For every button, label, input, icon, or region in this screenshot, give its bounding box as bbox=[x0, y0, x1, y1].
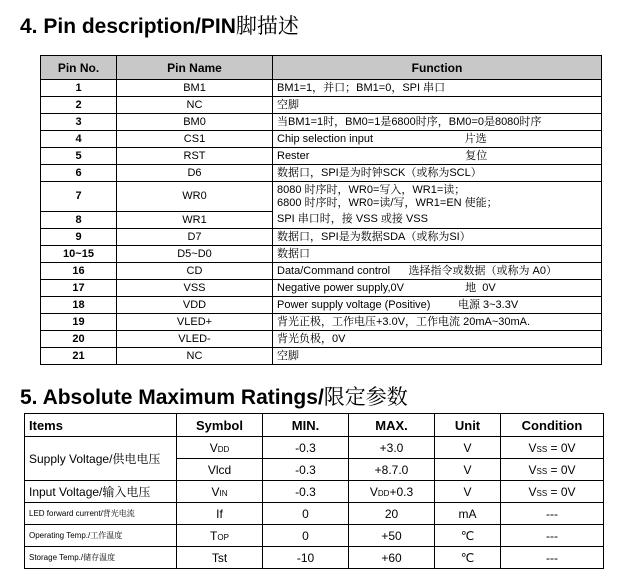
min-cell: 0 bbox=[263, 525, 349, 547]
pin-row bbox=[41, 314, 602, 331]
pin-function-line: 6800 时序时，WR0=读/写，WR1=EN 使能； bbox=[277, 196, 498, 209]
symbol-cell bbox=[177, 503, 263, 525]
max-cell: +8.7.0 bbox=[349, 459, 435, 481]
pin-number: 4 bbox=[41, 131, 117, 148]
section-4-title-en: 4. Pin description/PIN bbox=[20, 15, 236, 38]
amr-row bbox=[25, 525, 604, 547]
pin-table-header-row bbox=[41, 56, 602, 80]
min-cell: -0.3 bbox=[263, 437, 349, 459]
condition-cell: --- bbox=[501, 525, 604, 547]
pin-row bbox=[41, 97, 602, 114]
pin-row bbox=[41, 280, 602, 297]
pin-name: VDD bbox=[117, 297, 273, 314]
pin-function-line: 8080 时序时，WR0=写入，WR1=读； bbox=[277, 183, 466, 196]
pin-name: VLED- bbox=[117, 331, 273, 348]
pin-number: 16 bbox=[41, 263, 117, 280]
pin-function: Rester 复位 bbox=[273, 148, 602, 165]
pin-name: CS1 bbox=[117, 131, 273, 148]
condition-cell bbox=[501, 459, 604, 481]
unit-cell: mA bbox=[435, 503, 501, 525]
pin-row bbox=[41, 297, 602, 314]
pin-function: SPI 串口时，接 VSS 或接 VSS bbox=[273, 212, 602, 229]
item-label: Operating Temp./工作温度 bbox=[25, 525, 177, 547]
symbol-main: V bbox=[211, 484, 220, 499]
symbol-cell bbox=[177, 525, 263, 547]
amr-row bbox=[25, 547, 604, 569]
amr-row bbox=[25, 481, 604, 503]
pin-number: 20 bbox=[41, 331, 117, 348]
condition-main: V bbox=[528, 440, 537, 455]
condition-header: Condition bbox=[501, 414, 604, 437]
symbol-sub: DD bbox=[217, 444, 230, 454]
condition-cell bbox=[501, 437, 604, 459]
unit-cell: ℃ bbox=[435, 547, 501, 569]
pin-function: Chip selection input 片选 bbox=[273, 131, 602, 148]
min-cell: -10 bbox=[263, 547, 349, 569]
pin-row bbox=[41, 331, 602, 348]
max-cell bbox=[349, 481, 435, 503]
pin-name: NC bbox=[117, 97, 273, 114]
pin-function: 数据口，SPI是为数据SDA（或称为SI） bbox=[273, 229, 602, 246]
pin-function: 当BM1=1时，BM0=1是6800时序，BM0=0是8080时序 bbox=[273, 114, 602, 131]
pin-name: RST bbox=[117, 148, 273, 165]
condition-cell: --- bbox=[501, 503, 604, 525]
section-4-title bbox=[20, 10, 299, 40]
max-cell: +60 bbox=[349, 547, 435, 569]
pin-row bbox=[41, 212, 602, 229]
pin-function: Negative power supply,0V 地 0V bbox=[273, 280, 602, 297]
pin-name: VLED+ bbox=[117, 314, 273, 331]
pin-name: BM1 bbox=[117, 80, 273, 97]
max-cell: 20 bbox=[349, 503, 435, 525]
pin-name: CD bbox=[117, 263, 273, 280]
pin-number: 8 bbox=[41, 212, 117, 229]
condition-cell: --- bbox=[501, 547, 604, 569]
max-cell: +50 bbox=[349, 525, 435, 547]
condition-sub: SS bbox=[536, 466, 548, 476]
pin-function: 背光负极，0V bbox=[273, 331, 602, 348]
pin-no-header: Pin No. bbox=[41, 56, 117, 80]
condition-main: V bbox=[528, 462, 537, 477]
pin-row bbox=[41, 131, 602, 148]
pin-function: 空脚 bbox=[273, 348, 602, 365]
pin-function: 数据口，SPI是为时钟SCK（或称为SCL） bbox=[273, 165, 602, 182]
pin-name: D7 bbox=[117, 229, 273, 246]
symbol-cell bbox=[177, 481, 263, 503]
symbol-main: Tst bbox=[211, 550, 228, 565]
condition-rest: = 0V bbox=[547, 440, 576, 455]
pin-number: 2 bbox=[41, 97, 117, 114]
symbol-sub: IN bbox=[219, 488, 228, 498]
symbol-cell bbox=[177, 547, 263, 569]
condition-main: V bbox=[528, 484, 537, 499]
min-cell: -0.3 bbox=[263, 481, 349, 503]
min-cell: -0.3 bbox=[263, 459, 349, 481]
min-header: MIN. bbox=[263, 414, 349, 437]
pin-name: NC bbox=[117, 348, 273, 365]
condition-rest: = 0V bbox=[547, 462, 576, 477]
pin-number: 5 bbox=[41, 148, 117, 165]
symbol-sub: OP bbox=[217, 532, 229, 542]
max-header: MAX. bbox=[349, 414, 435, 437]
pin-number: 10~15 bbox=[41, 246, 117, 263]
pin-number: 17 bbox=[41, 280, 117, 297]
condition-cell bbox=[501, 481, 604, 503]
condition-rest: = 0V bbox=[547, 484, 576, 499]
max-rest: +0.3 bbox=[389, 484, 414, 499]
pin-number: 6 bbox=[41, 165, 117, 182]
unit-cell: V bbox=[435, 459, 501, 481]
amr-row bbox=[25, 503, 604, 525]
pin-function: BM1=1，并口；BM1=0，SPI 串口 bbox=[273, 80, 602, 97]
amr-header-row bbox=[25, 414, 604, 437]
pin-function: Data/Command control 选择指令或数据（或称为 A0） bbox=[273, 263, 602, 280]
condition-sub: SS bbox=[536, 488, 548, 498]
section-4-title-cn: 脚描述 bbox=[235, 15, 299, 38]
item-label: Input Voltage/输入电压 bbox=[25, 481, 177, 503]
min-cell: 0 bbox=[263, 503, 349, 525]
item-label: Supply Voltage/供电电压 bbox=[25, 437, 177, 481]
pin-function: 空脚 bbox=[273, 97, 602, 114]
max-cell: +3.0 bbox=[349, 437, 435, 459]
items-header: Items bbox=[25, 414, 177, 437]
pin-number: 21 bbox=[41, 348, 117, 365]
pin-row bbox=[41, 80, 602, 97]
unit-header: Unit bbox=[435, 414, 501, 437]
pin-row bbox=[41, 263, 602, 280]
pin-name: VSS bbox=[117, 280, 273, 297]
pin-name: D5~D0 bbox=[117, 246, 273, 263]
symbol-main: V bbox=[209, 440, 218, 455]
item-label: LED forward current/背光电流 bbox=[25, 503, 177, 525]
item-label: Storage Temp./储存温度 bbox=[25, 547, 177, 569]
pin-function bbox=[273, 182, 602, 212]
pin-name: WR0 bbox=[117, 182, 273, 212]
max-main: V bbox=[369, 484, 378, 499]
symbol-cell bbox=[177, 459, 263, 481]
symbol-header: Symbol bbox=[177, 414, 263, 437]
pin-number: 19 bbox=[41, 314, 117, 331]
symbol-cell bbox=[177, 437, 263, 459]
absolute-max-ratings-table bbox=[24, 413, 604, 569]
function-header: Function bbox=[273, 56, 602, 80]
pin-name: BM0 bbox=[117, 114, 273, 131]
pin-number: 9 bbox=[41, 229, 117, 246]
pin-row bbox=[41, 246, 602, 263]
pin-number: 7 bbox=[41, 182, 117, 212]
pin-function: Power supply voltage (Positive) 电源 3~3.3V bbox=[273, 297, 602, 314]
symbol-main: If bbox=[216, 506, 223, 521]
symbol-main: T bbox=[210, 528, 218, 543]
unit-cell: V bbox=[435, 481, 501, 503]
unit-cell: V bbox=[435, 437, 501, 459]
pin-function: 背光正极，工作电压+3.0V，工作电流 20mA~30mA. bbox=[273, 314, 602, 331]
section-5-title-en: 5. Absolute Maximum Ratings/ bbox=[20, 386, 324, 409]
pin-number: 3 bbox=[41, 114, 117, 131]
amr-row bbox=[25, 437, 604, 459]
pin-function: 数据口 bbox=[273, 246, 602, 263]
section-5-title-cn: 限定参数 bbox=[323, 386, 408, 409]
pin-number: 1 bbox=[41, 80, 117, 97]
pin-name-header: Pin Name bbox=[117, 56, 273, 80]
pin-number: 18 bbox=[41, 297, 117, 314]
pin-row bbox=[41, 165, 602, 182]
pin-name: D6 bbox=[117, 165, 273, 182]
section-5-title bbox=[20, 381, 408, 411]
pin-row bbox=[41, 348, 602, 365]
pin-description-table bbox=[40, 55, 602, 365]
pin-row bbox=[41, 182, 602, 212]
pin-row bbox=[41, 148, 602, 165]
max-sub: DD bbox=[377, 488, 390, 498]
pin-row bbox=[41, 229, 602, 246]
pin-row bbox=[41, 114, 602, 131]
condition-sub: SS bbox=[536, 444, 548, 454]
symbol-main: Vlcd bbox=[207, 462, 232, 477]
pin-name: WR1 bbox=[117, 212, 273, 229]
unit-cell: ℃ bbox=[435, 525, 501, 547]
